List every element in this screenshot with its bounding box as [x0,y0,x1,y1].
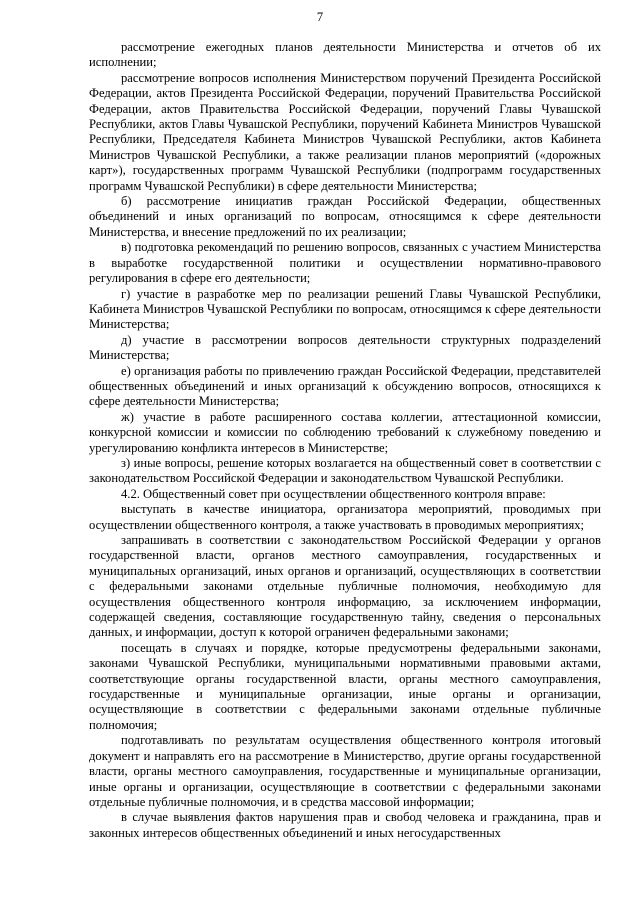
paragraph-item-g: г) участие в разработке мер по реализации решений Главы Чувашской Республики, Кабинета Министров Чувашской Республики по вопросам, относящимся к сфере деятельности Министерства; [89,286,601,332]
paragraph-final-document: подготавливать по результатам осуществления общественного контроля итоговый документ и направлять его на рассмотрение в Министерство, другие органы государственной власти, органы местного самоуправления, государственные и муниципальные организации, иные органы и организации, осуществляющие в соответствии с федеральными законами отдельные публичные полномочия, и в средства массовой информации; [89,733,601,809]
document-body [89,40,601,841]
paragraph-visit: посещать в случаях и порядке, которые предусмотрены федеральными законами, законами Чувашской Республики, муниципальными нормативными правовыми актами, соответствующие органы государственной власти, органы местного самоуправления, государственные и муниципальные организации, иные органы и организации, осуществляющие в соответствии с федеральными законами отдельные публичные полномочия; [89,640,601,732]
paragraph-annual-plans: рассмотрение ежегодных планов деятельности Министерства и отчетов об их исполнении; [89,40,601,70]
paragraph-item-zh: ж) участие в работе расширенного состава коллегии, аттестационной комиссии, конкурсной комиссии и комиссии по соблюдению требований к служебному поведению и урегулированию конфликта интересов в Министерстве; [89,409,601,455]
paragraph-item-e: е) организация работы по привлечению граждан Российской Федерации, представителей общественных объединений и иных организаций к обсуждению вопросов, относящихся к сфере деятельности Министерства; [89,363,601,409]
paragraph-initiator: выступать в качестве инициатора, организатора мероприятий, проводимых при осуществлении общественного контроля, а также участвовать в проводимых мероприятиях; [89,502,601,532]
paragraph-violations: в случае выявления фактов нарушения прав и свобод человека и гражданина, прав и законных интересов общественных объединений и иных негосударственных [89,810,601,840]
paragraph-item-b: б) рассмотрение инициатив граждан Российской Федерации, общественных объединений и иных организаций по вопросам, относящимся к сфере деятельности Министерства, и внесение предложений по их реализации; [89,194,601,239]
paragraph-item-d: д) участие в рассмотрении вопросов деятельности структурных подразделений Министерства; [89,332,601,363]
paragraph-instructions-review: рассмотрение вопросов исполнения Министерством поручений Президента Российской Федерации, актов Президента Российской Федерации, поручений Правительства Российской Федерации, актов Правительства Российской Федерации, поручений Главы Чувашской Республики, актов Главы Чувашской Республики, поручений Кабинета Министров Чувашской Республики, Председателя Кабинета Министров Чувашской Республики, актов Кабинета Министров Чувашской Республики, а также реализации планов мероприятий («дорожных карт»), государственных программ Чувашской Республики (подпрограмм государственных программ Чувашской Республики) в сфере деятельности Министерства; [89,70,601,193]
paragraph-item-v: в) подготовка рекомендаций по решению вопросов, связанных с участием Министерства в выработке государственной политики и осуществлении нормативно-правового регулирования в сфере его деятельности; [89,240,601,286]
paragraph-request-info: запрашивать в соответствии с законодательством Российской Федерации у органов государственной власти, органов местного самоуправления, государственных и муниципальных организаций, иных органов и организаций, осуществляющих в соответствии с федеральными законами отдельные публичные полномочия, необходимую для осуществления общественного контроля информацию, за исключением информации, содержащей сведения, составляющие государственную тайну, сведения о персональных данных, и информации, доступ к которой ограничен федеральными законами; [89,533,601,640]
paragraph-section-4-2: 4.2. Общественный совет при осуществлении общественного контроля вправе: [121,486,546,501]
paragraph-item-z: з) иные вопросы, решение которых возлагается на общественный совет в соответствии с законодательством Российской Федерации и законодательством Чувашской Республики. [89,455,601,486]
page-number: 7 [316,10,324,24]
